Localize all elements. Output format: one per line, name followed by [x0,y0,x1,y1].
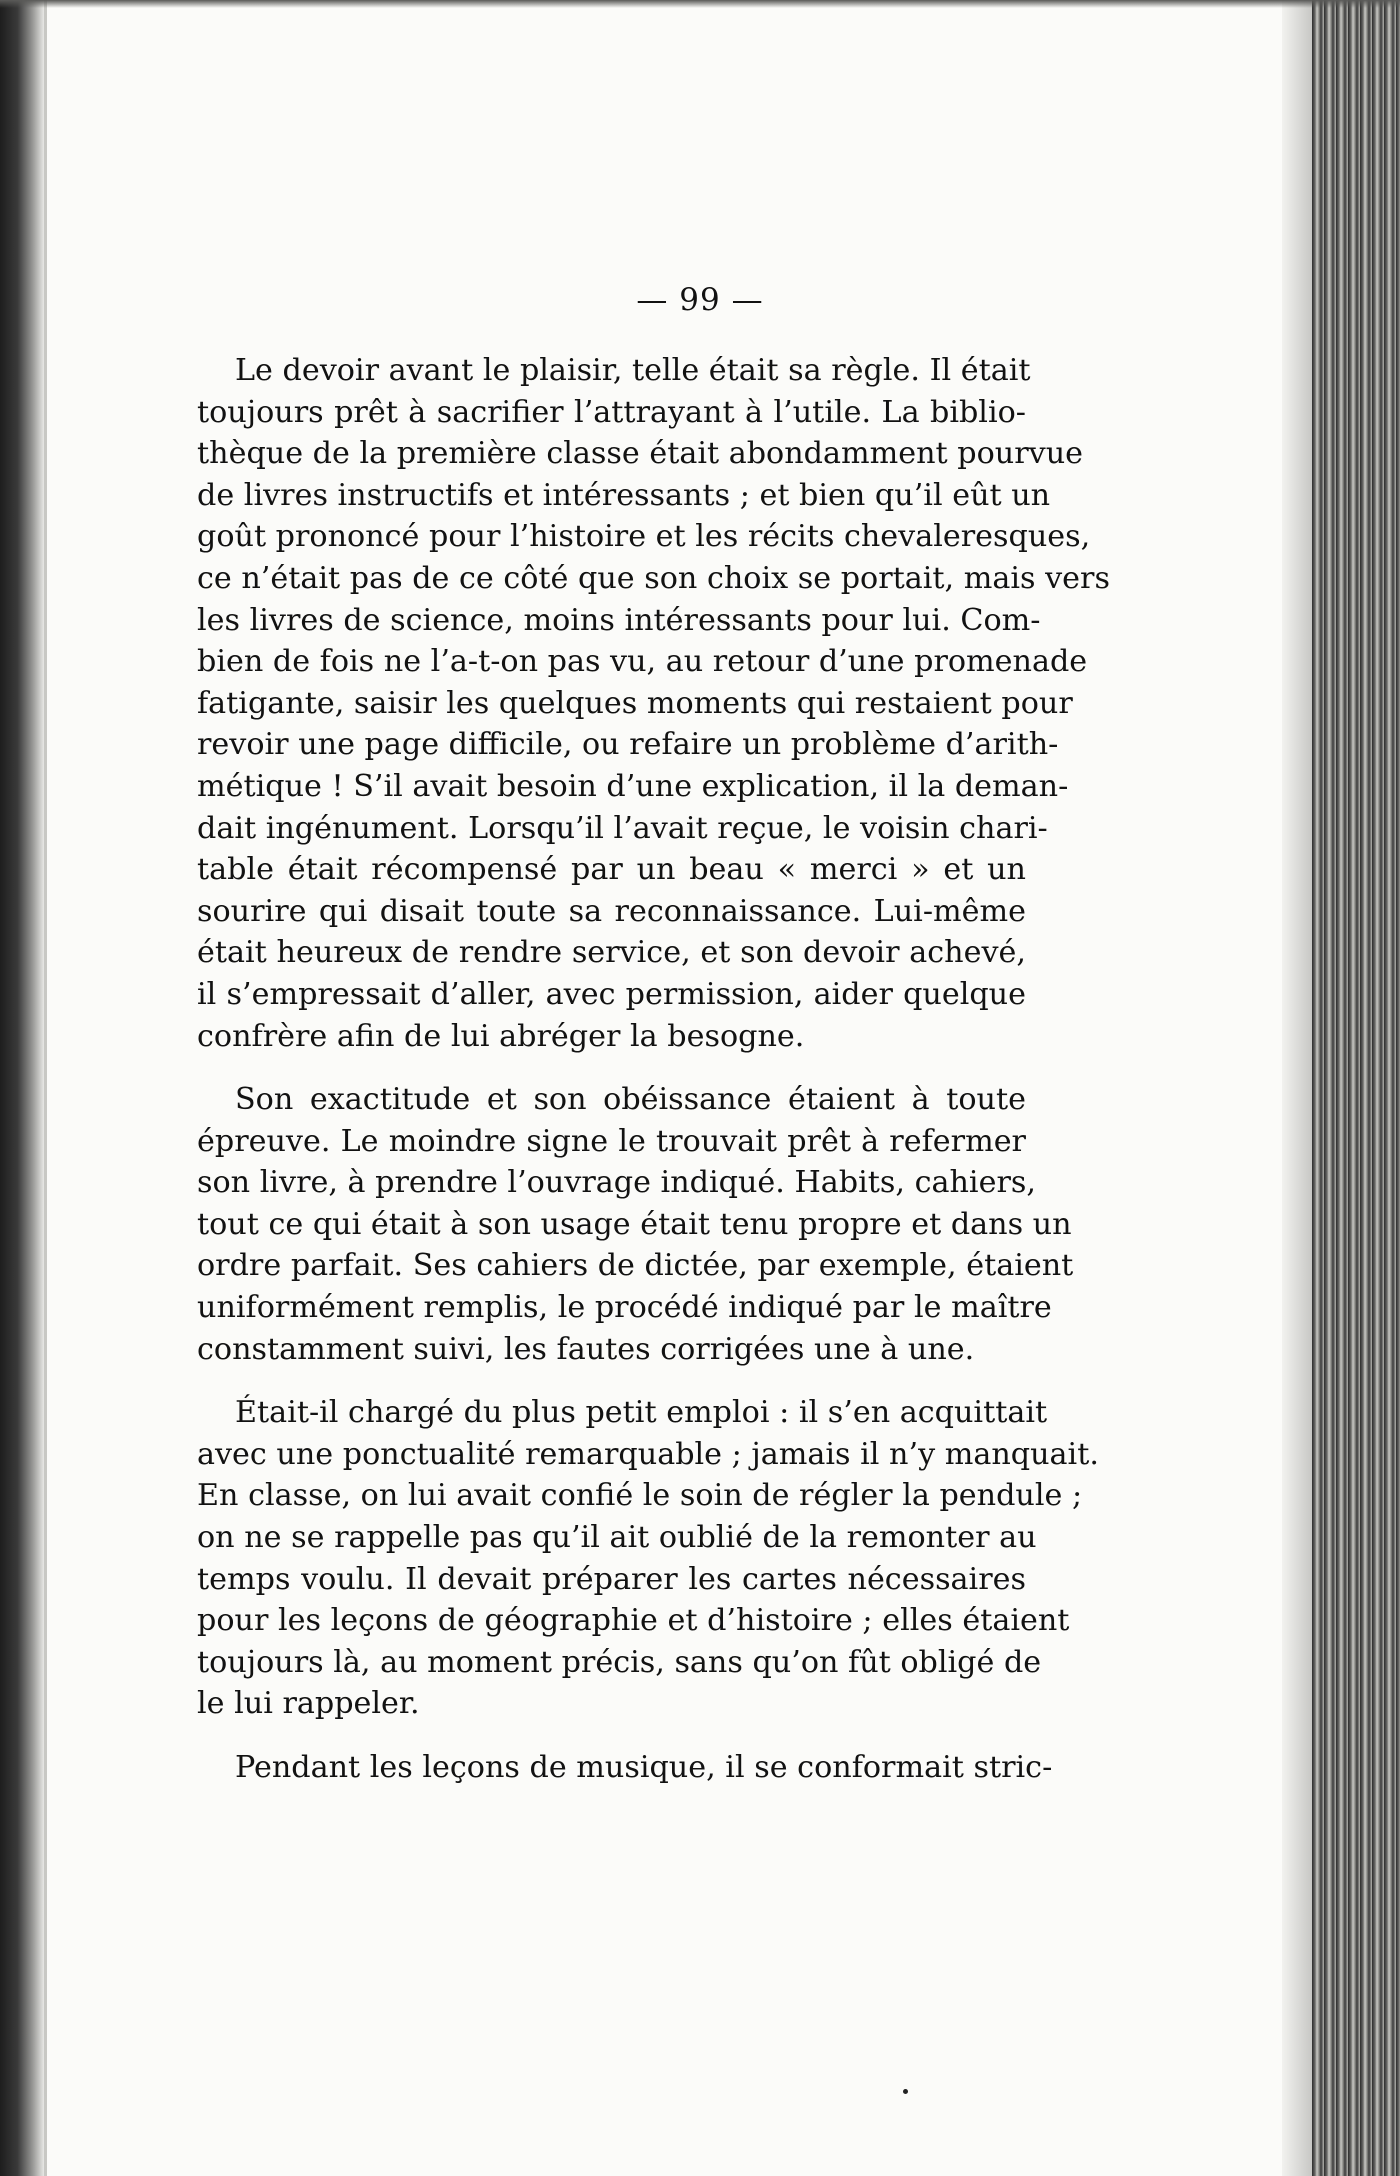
text-line: toujours là, au moment précis, sans qu’on fût obligé de [197,1644,1042,1680]
text-line: tout ce qui était à son usage était tenu propre et dans un [197,1206,1072,1242]
text-line: bien de fois ne l’a-t-on pas vu, au retour d’une promenade [197,644,1088,680]
text-line: Était-il chargé du plus petit emploi : il s’en acquittait [235,1395,1048,1431]
text-line: son livre, à prendre l’ouvrage indiqué. Habits, cahiers, [197,1165,1036,1201]
paragraph-3 [197,1392,1099,1725]
text-line: confrère afin de lui abréger la besogne. [197,1018,805,1054]
paragraph-2 [197,1079,1074,1370]
page-number: — 99 — [636,282,764,318]
text-line: était heureux de rendre service, et son devoir achevé, [197,935,1026,971]
text-line: il s’empressait d’aller, avec permission, aider quelque [197,976,1026,1012]
text-line: constamment suivi, les fautes corrigées une à une. [197,1331,975,1367]
text-line: les livres de science, moins intéressants pour lui. Com- [197,602,1041,638]
binding-gutter [0,0,44,2176]
paragraph-1 [197,350,1110,1057]
text-line: En classe, on lui avait confié le soin de régler la pendule ; [197,1478,1083,1514]
text-line: pour les leçons de géographie et d’histoire ; elles étaient [197,1603,1070,1639]
text-line: de livres instructifs et intéressants ; et bien qu’il eût un [197,477,1051,513]
text-line: ordre parfait. Ses cahiers de dictée, par exemple, étaient [197,1248,1074,1284]
text-line: sourire qui disait toute sa reconnaissance. Lui-même [197,893,1026,929]
text-line: dait ingénument. Lorsqu’il l’avait reçue, le voisin chari- [197,810,1048,846]
text-line: épreuve. Le moindre signe le trouvait prêt à refermer [197,1123,1026,1159]
gutter-line [44,0,47,2176]
page-edge-shadow [1282,0,1312,2176]
text-line: métique ! S’il avait besoin d’une explication, il la deman- [197,768,1069,804]
text-line: le lui rappeler. [197,1686,420,1722]
body-text [197,350,1110,1811]
text-line: toujours prêt à sacrifier l’attrayant à l’utile. La biblio- [197,394,1026,430]
text-line: table était récompensé par un beau « merci » et un [197,852,1026,888]
paragraph-4 [197,1747,1053,1789]
text-line: Le devoir avant le plaisir, telle était sa règle. Il était [235,353,1031,388]
text-line: uniformément remplis, le procédé indiqué par le maître [197,1290,1052,1326]
ink-speck [903,2089,908,2094]
text-line: temps voulu. Il devait préparer les cartes nécessaires [197,1561,1026,1597]
text-line: thèque de la première classe était abondamment pourvue [197,436,1084,472]
text-line: revoir une page difficile, ou refaire un problème d’arith- [197,727,1059,763]
top-edge-shadow [0,0,1400,8]
text-line: goût prononcé pour l’histoire et les récits chevaleresques, [197,519,1091,555]
text-line: on ne se rappelle pas qu’il ait oublié de la remonter au [197,1520,1037,1556]
text-line: ce n’était pas de ce côté que son choix se portait, mais vers [197,560,1110,596]
page-block-edge [1312,0,1400,2176]
text-line: Son exactitude et son obéissance étaient à toute [235,1082,1026,1118]
text-line: Pendant les leçons de musique, il se conformait stric- [235,1750,1053,1785]
text-line: fatigante, saisir les quelques moments qui restaient pour [197,685,1073,721]
text-line: avec une ponctualité remarquable ; jamais il n’y manquait. [197,1436,1099,1472]
